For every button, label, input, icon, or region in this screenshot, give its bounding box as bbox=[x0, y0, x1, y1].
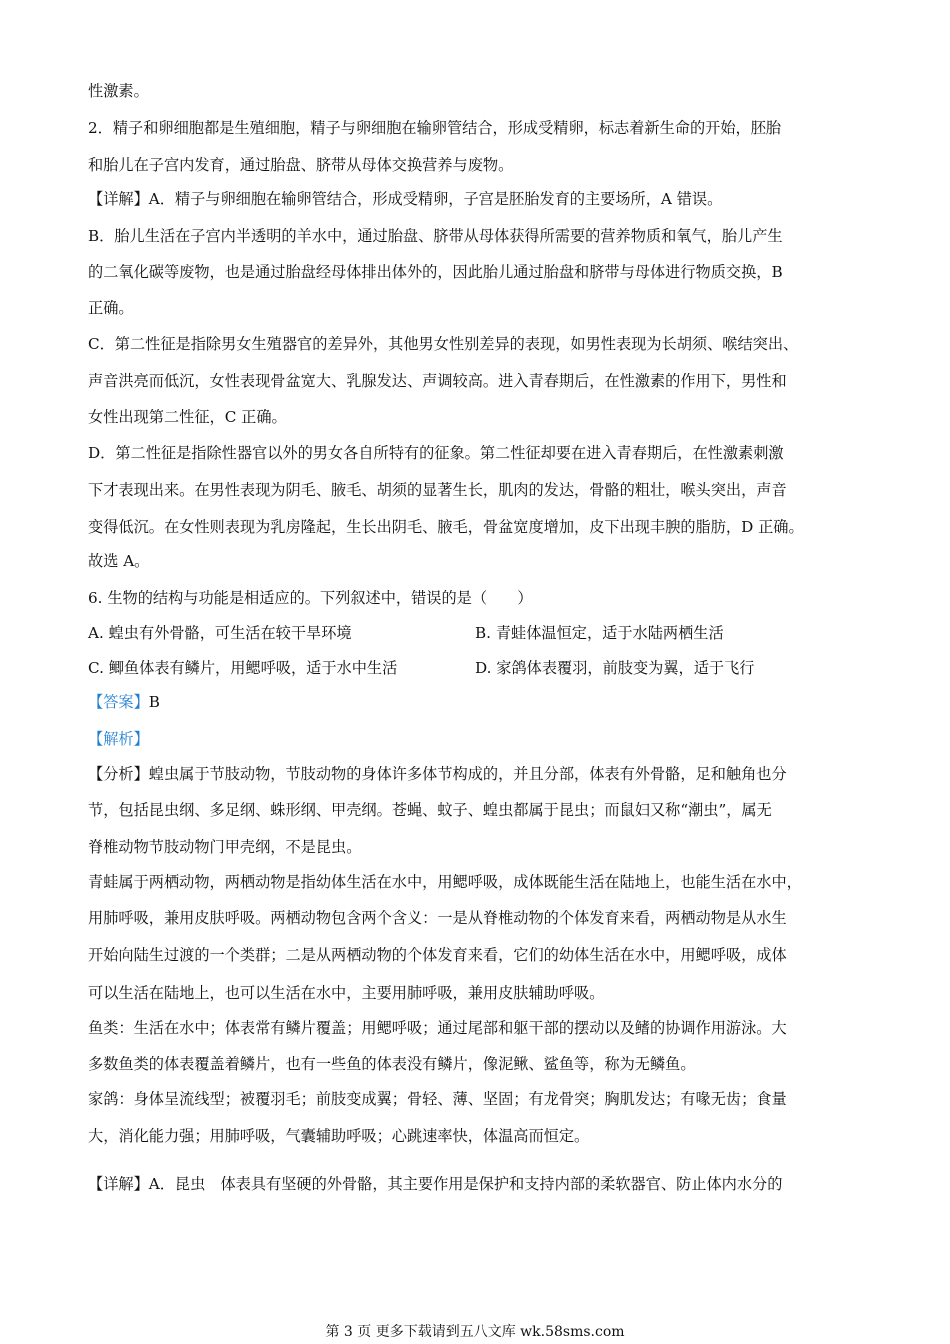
text-line: 和胎儿在子宫内发育，通过胎盘、脐带从母体交换营养与废物。 bbox=[88, 156, 514, 174]
option-b: B. 青蛙体温恒定，适于水陆两栖生活 bbox=[475, 624, 724, 642]
text-line: 的二氧化碳等废物，也是通过胎盘经母体排出体外的，因此胎儿通过胎盘和脐带与母体进行物质交换，B bbox=[88, 263, 783, 281]
text-line: 变得低沉。在女性则表现为乳房隆起，生长出阴毛、腋毛，骨盆宽度增加，皮下出现丰腴的脂肪，D 正确。 bbox=[88, 518, 804, 536]
analysis-line: 用肺呼吸，兼用皮肤呼吸。两栖动物包含两个含义：一是从脊椎动物的个体发育来看，两栖动物是从水生 bbox=[88, 909, 787, 927]
text-line: D．第二性征是指除性器官以外的男女各自所特有的征象。第二性征却要在进入青春期后，在性激素刺激 bbox=[88, 444, 784, 462]
analysis-line: 【分析】蝗虫属于节肢动物，节肢动物的身体许多体节构成的，并且分部，体表有外骨骼，足和触角也分 bbox=[88, 765, 787, 783]
analysis-line: 多数鱼类的体表覆盖着鳞片，也有一些鱼的体表没有鳞片，像泥鳅、鲨鱼等，称为无鳞鱼。 bbox=[88, 1055, 696, 1073]
text-line: C．第二性征是指除男女生殖器官的差异外，其他男女性别差异的表现，如男性表现为长胡须、喉结突出、 bbox=[88, 335, 799, 353]
option-a: A. 蝗虫有外骨骼，可生活在较干旱环境 bbox=[88, 624, 352, 642]
analysis-tag: 【解析】 bbox=[88, 730, 149, 748]
answer-line bbox=[88, 691, 160, 713]
analysis-line: 可以生活在陆地上，也可以生活在水中，主要用肺呼吸，兼用皮肤辅助呼吸。 bbox=[88, 984, 605, 1002]
text-line: 性激素。 bbox=[88, 82, 149, 100]
question-stem: 6. 生物的结构与功能是相适应的。下列叙述中，错误的是（ ） bbox=[88, 589, 533, 607]
analysis-line: 家鸽：身体呈流线型；被覆羽毛；前肢变成翼；骨轻、薄、坚固；有龙骨突；胸肌发达；有喙无齿；食量 bbox=[88, 1090, 787, 1108]
analysis-line: 脊椎动物节肢动物门甲壳纲，不是昆虫。 bbox=[88, 838, 362, 856]
text-line: B．胎儿生活在子宫内半透明的羊水中，通过胎盘、脐带从母体获得所需要的营养物质和氧气，胎儿产生 bbox=[88, 227, 783, 245]
answer-tag: 【答案】 bbox=[88, 693, 149, 711]
option-c: C. 鲫鱼体表有鳞片，用鳃呼吸，适于水中生活 bbox=[88, 659, 398, 677]
option-d: D. 家鸽体表覆羽，前肢变为翼，适于飞行 bbox=[475, 659, 755, 677]
analysis-line: 鱼类：生活在水中；体表常有鳞片覆盖；用鳃呼吸；通过尾部和躯干部的摆动以及鳍的协调作用游泳。大 bbox=[88, 1019, 787, 1037]
text-line: 故选 A。 bbox=[88, 552, 150, 570]
analysis-line: 节，包括昆虫纲、多足纲、蛛形纲、甲壳纲。苍蝇、蚊子、蝗虫都属于昆虫；而鼠妇又称“潮虫”，属无 bbox=[88, 801, 772, 819]
analysis-line: 大，消化能力强；用肺呼吸，气囊辅助呼吸；心跳速率快，体温高而恒定。 bbox=[88, 1127, 590, 1145]
analysis-line: 青蛙属于两栖动物，两栖动物是指幼体生活在水中，用鳃呼吸，成体既能生活在陆地上，也能生活在水中， bbox=[88, 873, 802, 891]
analysis-line: 开始向陆生过渡的一个类群；二是从两栖动物的个体发育来看，它们的幼体生活在水中，用鳃呼吸，成体 bbox=[88, 946, 787, 964]
text-line: 女性出现第二性征，C 正确。 bbox=[88, 408, 287, 426]
text-line: 声音洪亮而低沉，女性表现骨盆宽大、乳腺发达、声调较高。进入青春期后，在性激素的作用下，男性和 bbox=[88, 372, 787, 390]
page-footer: 第 3 页 更多下载请到五八文库 wk.58sms.com bbox=[325, 1324, 625, 1340]
analysis-line: 【详解】A．昆虫 体表具有坚硬的外骨骼，其主要作用是保护和支持内部的柔软器官、防止体内水分的 bbox=[88, 1175, 783, 1193]
text-line: 2．精子和卵细胞都是生殖细胞，精子与卵细胞在输卵管结合，形成受精卵，标志着新生命的开始，胚胎 bbox=[88, 119, 782, 137]
text-line: 【详解】A．精子与卵细胞在输卵管结合，形成受精卵，子宫是胚胎发育的主要场所，A 错误。 bbox=[88, 190, 723, 208]
text-line: 正确。 bbox=[88, 299, 134, 317]
answer-value: B bbox=[148, 693, 160, 711]
text-line: 下才表现出来。在男性表现为阴毛、腋毛、胡须的显著生长，肌肉的发达，骨骼的粗壮，喉头突出，声音 bbox=[88, 481, 787, 499]
